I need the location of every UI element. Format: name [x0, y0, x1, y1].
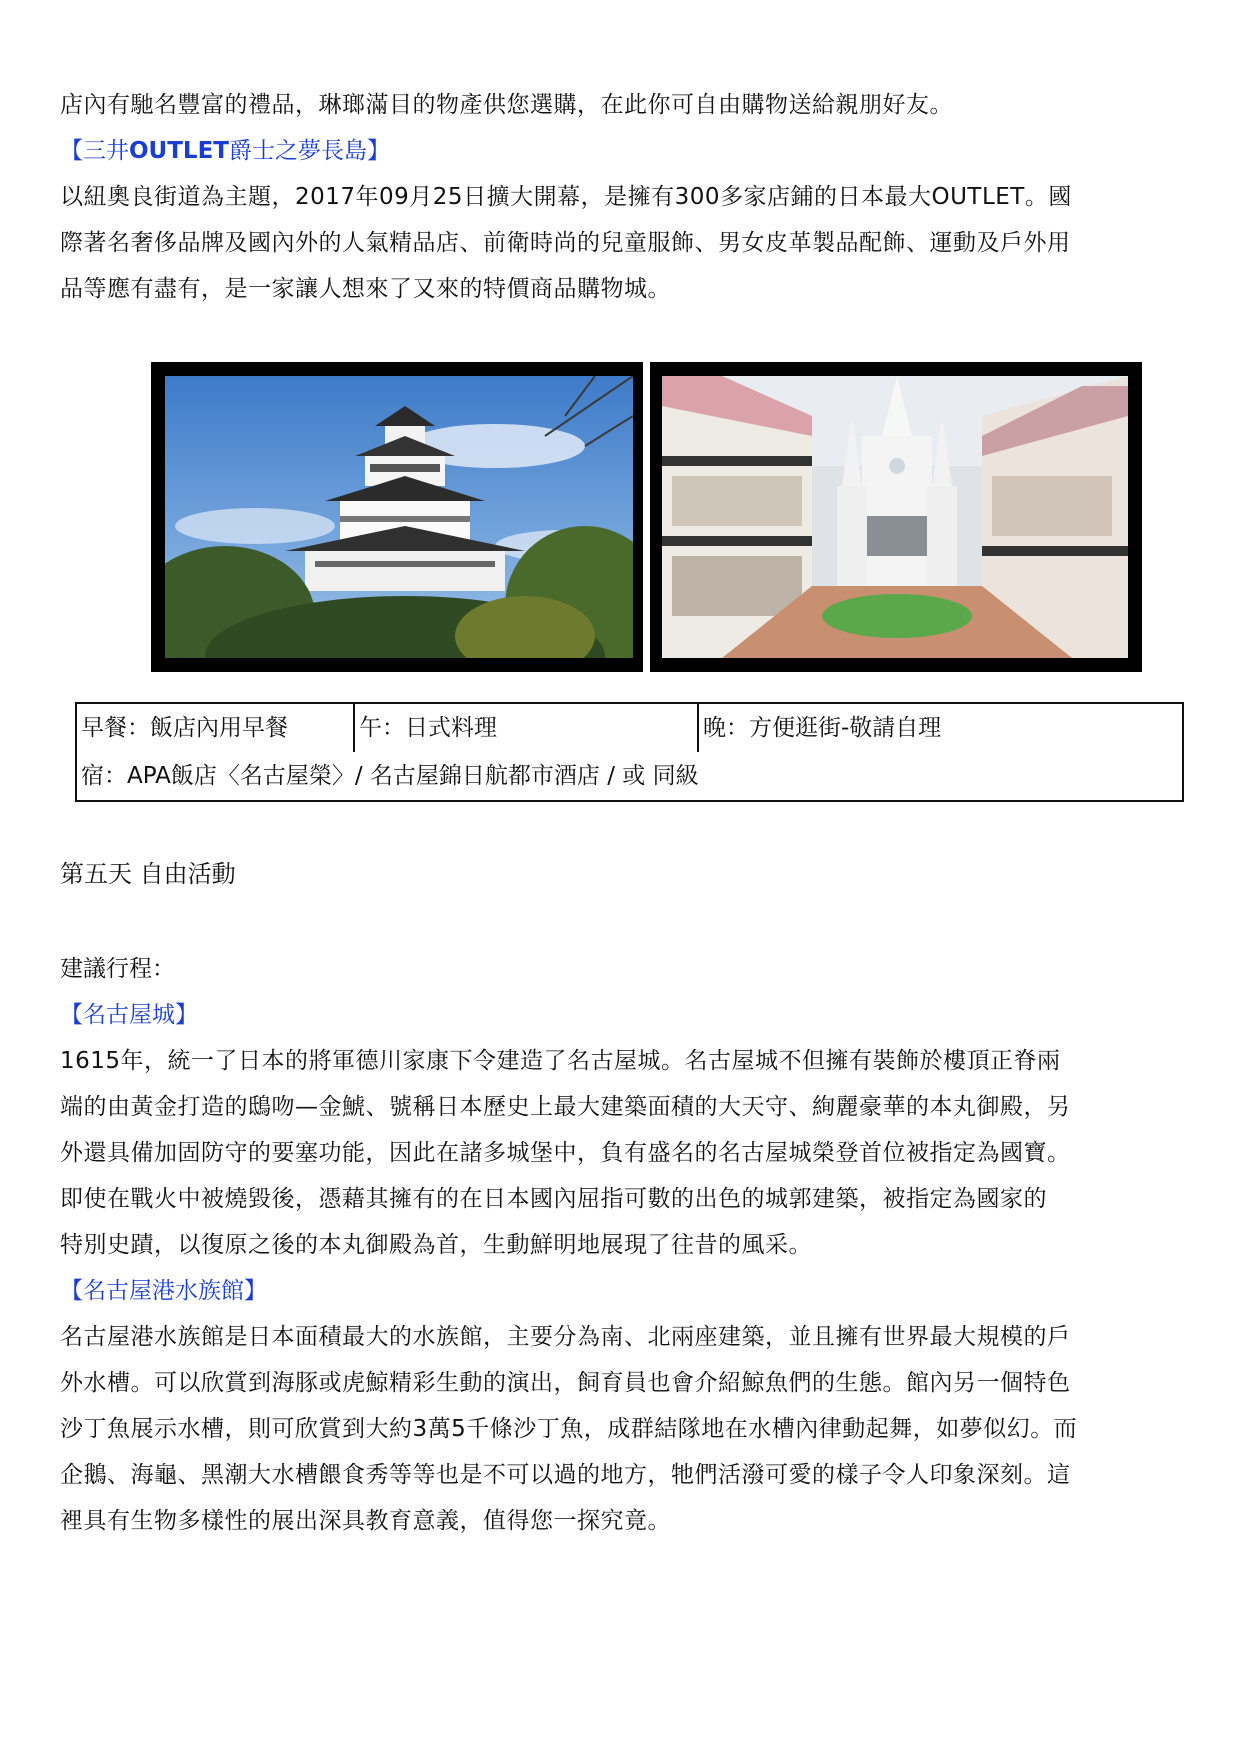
- lunch-cell: 午：日式料理: [355, 704, 699, 752]
- meal-table: [75, 702, 1184, 802]
- castle-line: 外還具備加固防守的要塞功能，因此在諸多城堡中，負有盛名的名古屋城榮登首位被指定為國寶。: [60, 1140, 1071, 1166]
- castle-line: 端的由黃金打造的鴟吻—金鯱、號稱日本歷史上最大建築面積的大天守、絢麗豪華的本丸御殿，另: [60, 1094, 1071, 1120]
- suggested-itinerary-label: 建議行程：: [60, 956, 175, 982]
- castle-line: 即使在戰火中被燒毀後，憑藉其擁有的在日本國內屈指可數的出色的城郭建築，被指定為國家的: [60, 1186, 1047, 1212]
- outlet-description: [60, 174, 1185, 312]
- castle-line: 特別史蹟，以復原之後的本丸御殿為首，生動鮮明地展現了往昔的風采。: [60, 1232, 812, 1258]
- castle-line: 1615年，統一了日本的將軍德川家康下令建造了名古屋城。名古屋城不但擁有裝飾於樓頂正脊兩: [60, 1048, 1061, 1074]
- photo-row: [60, 312, 1185, 702]
- aquarium-line: 名古屋港水族館是日本面積最大的水族館，主要分為南、北兩座建築，並且擁有世界最大規模的戶: [60, 1324, 1071, 1350]
- aquarium-description: [60, 1314, 1185, 1544]
- breakfast-cell: 早餐：飯店內用早餐: [77, 704, 355, 752]
- outlet-image: [662, 376, 1128, 658]
- aquarium-line: 沙丁魚展示水槽，則可欣賞到大約3萬5千條沙丁魚，成群結隊地在水槽內律動起舞，如夢似幻。而: [60, 1416, 1078, 1442]
- castle-image: [165, 376, 633, 658]
- outlet-heading: [60, 128, 1185, 174]
- outlet-photo: [650, 362, 1142, 672]
- outlet-line: 品等應有盡有，是一家讓人想來了又來的特價商品購物城。: [60, 276, 671, 302]
- dinner-cell: 晚：方便逛街-敬請自理: [703, 715, 942, 741]
- nagoya-castle-heading: 【名古屋城】: [60, 1002, 198, 1028]
- day-five-title: 第五天 自由活動: [60, 860, 236, 888]
- hotel-cell: 宿：APA飯店〈名古屋榮〉/ 名古屋錦日航都市酒店 / 或 同級: [81, 763, 699, 789]
- document-page: [60, 82, 1185, 1544]
- nagoya-castle-description: [60, 1038, 1185, 1268]
- castle-photo: [151, 362, 643, 672]
- outlet-heading-prefix: 【三井: [60, 138, 129, 164]
- aquarium-line: 企鵝、海龜、黑潮大水槽餵食秀等等也是不可以過的地方，牠們活潑可愛的樣子令人印象深刻。這: [60, 1462, 1071, 1488]
- hotel-row: [77, 752, 1182, 800]
- outlet-heading-suffix: 爵士之夢長島】: [228, 138, 390, 164]
- aquarium-heading: 【名古屋港水族館】: [60, 1278, 267, 1304]
- outlet-line: 際著名奢侈品牌及國內外的人氣精品店、前衛時尚的兒童服飾、男女皮革製品配飾、運動及戶外用: [60, 230, 1071, 256]
- meal-row: [77, 704, 1182, 752]
- intro-paragraph: 店內有馳名豐富的禮品，琳瑯滿目的物產供您選購，在此你可自由購物送給親朋好友。: [60, 92, 953, 118]
- aquarium-line: 外水槽。可以欣賞到海豚或虎鯨精彩生動的演出，飼育員也會介紹鯨魚們的生態。館內另一個特色: [60, 1370, 1071, 1396]
- outlet-line: 以紐奧良街道為主題，2017年09月25日擴大開幕，是擁有300多家店鋪的日本最大OUTLET。國: [60, 184, 1072, 210]
- aquarium-line: 裡具有生物多樣性的展出深具教育意義，值得您一探究竟。: [60, 1508, 671, 1534]
- outlet-heading-bold: OUTLET: [129, 138, 229, 164]
